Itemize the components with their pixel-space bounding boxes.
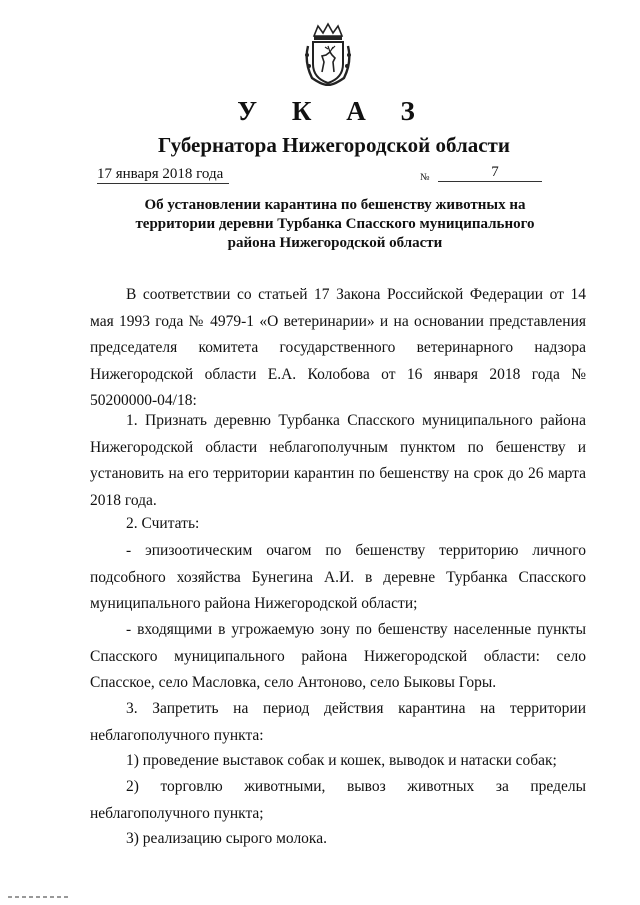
item-3-3-paragraph: 3) реализацию сырого молока. (126, 830, 327, 847)
item-1-paragraph: 1. Признать деревню Турбанка Спасского муниципального района Нижегородской области неблагополучным пунктом по бешенству и установить на его территории карантин по бешенству на срок до 26 марта 2018 года. (90, 412, 586, 509)
document-date: 17 января 2018 года (97, 166, 229, 184)
issuer-title: Губернатора Нижегородской области (158, 133, 510, 157)
number-label: № (420, 172, 430, 183)
item-3-2-paragraph: 2) торговлю животными, вывоз животных за пределы неблагополучного пункта; (90, 778, 586, 822)
coat-of-arms-icon (300, 22, 356, 86)
document-type-title: У К А З (237, 96, 429, 126)
scan-artifact (8, 896, 68, 898)
document-subject: Об установлении карантина по бешенству животных на территории деревни Турбанка Спасского муниципального района Нижегородской области (135, 197, 535, 251)
document-number: 7 (438, 164, 542, 182)
item-3-1-paragraph: 1) проведение выставок собак и кошек, выводок и натаски собак; (126, 752, 557, 769)
item-2a-paragraph: - эпизоотическим очагом по бешенству территорию личного подсобного хозяйства Бунегина А.И. в деревне Турбанка Спасского муниципального района Нижегородской области; (90, 542, 586, 613)
item-2-paragraph: 2. Считать: (126, 515, 200, 532)
item-3-paragraph: 3. Запретить на период действия карантина на территории неблагополучного пункта: (90, 700, 586, 744)
item-2b-paragraph: - входящими в угрожаемую зону по бешенству населенные пункты Спасского муниципального района Нижегородской области: село Спасское, село Масловка, село Антоново, село Быковы Горы. (90, 621, 586, 692)
intro-paragraph: В соответствии со статьей 17 Закона Российской Федерации от 14 мая 1993 года № 4979-1 «О ветеринарии» и на основании представления председателя комитета государственного ветеринарного надзора Нижегородской области Е.А. Колобова от 16 января 2018 года № 50200000-04/18: (90, 286, 586, 410)
